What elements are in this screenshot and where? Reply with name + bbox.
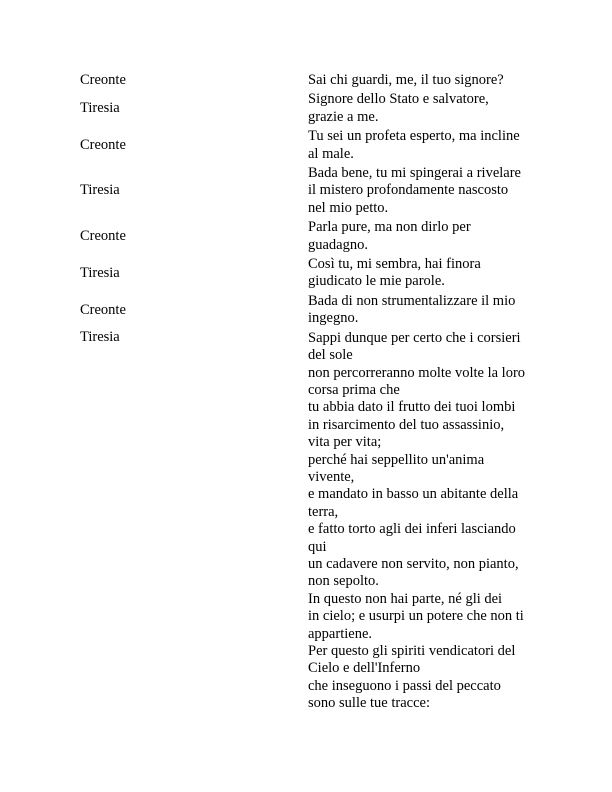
speech-line: in cielo; e usurpi un potere che non ti (308, 608, 524, 625)
speech-text (308, 127, 540, 164)
dialogue-row (80, 292, 540, 329)
speech-line: che inseguono i passi del peccato (308, 677, 501, 694)
speech-line: non percorreranno molte volte la loro (308, 364, 526, 381)
speaker-name: Tiresia (80, 182, 120, 199)
dialogue-row (80, 164, 540, 218)
speech-text (308, 329, 540, 714)
speech-line: al male. (308, 145, 354, 162)
speech-line: vivente, (308, 468, 355, 485)
dialogue-row (80, 255, 540, 292)
speech-text (308, 292, 540, 329)
speech-line: in risarcimento del tuo assassinio, (308, 416, 505, 433)
speech-line: ingegno. (308, 310, 359, 327)
speaker-name: Tiresia (80, 100, 120, 117)
speech-line: perché hai seppellito un'anima (308, 451, 485, 468)
speech-text (308, 255, 540, 292)
speech-line: non sepolto. (308, 573, 379, 590)
speaker-name: Creonte (80, 72, 126, 88)
speech-line: tu abbia dato il frutto dei tuoi lombi (308, 399, 516, 416)
dialogue-table (80, 71, 540, 714)
speech-line: il mistero profondamente nascosto (308, 182, 509, 199)
speech-line: Bada di non strumentalizzare il mio (308, 292, 516, 309)
speech-line: corsa prima che (308, 381, 400, 398)
dialogue-row (80, 71, 540, 90)
speech-text (308, 90, 540, 127)
speech-line: Sai chi guardi, me, il tuo signore? (308, 72, 504, 88)
speech-line: del sole (308, 347, 353, 364)
speaker-name: Creonte (80, 301, 126, 318)
speech-line: e fatto torto agli dei inferi lasciando (308, 521, 516, 538)
speech-line: Signore dello Stato e salvatore, (308, 91, 489, 108)
speech-line: nel mio petto. (308, 199, 389, 216)
speech-line: Così tu, mi sembra, hai finora (308, 256, 481, 273)
speech-line: e mandato in basso un abitante della (308, 486, 519, 503)
speech-line: terra, (308, 503, 339, 520)
speaker-name: Tiresia (80, 328, 120, 345)
dialogue-row (80, 127, 540, 164)
speech-text (308, 164, 540, 218)
speech-text (308, 218, 540, 255)
speaker-name: Tiresia (80, 264, 120, 281)
speech-line: un cadavere non servito, non pianto, (308, 555, 519, 572)
dialogue-row (80, 218, 540, 255)
speech-text (308, 71, 540, 90)
speech-line: giudicato le mie parole. (308, 273, 445, 290)
speech-line: vita per vita; (308, 434, 382, 451)
speaker-name: Creonte (80, 227, 126, 244)
speech-line: Per questo gli spiriti vendicatori del (308, 643, 516, 659)
speech-line: Parla pure, ma non dirlo per (308, 219, 471, 236)
speech-line: In questo non hai parte, né gli dei (308, 590, 503, 607)
speaker-name: Creonte (80, 136, 126, 153)
speech-line: Bada bene, tu mi spingerai a rivelare (308, 165, 521, 182)
speech-line: Cielo e dell'Inferno (308, 660, 421, 677)
dialogue-row (80, 329, 540, 714)
speech-line: Tu sei un profeta esperto, ma incline (308, 128, 520, 145)
dialogue-row (80, 90, 540, 127)
speech-line: guadagno. (308, 236, 368, 253)
speech-line: Sappi dunque per certo che i corsieri (308, 329, 521, 346)
speech-line: grazie a me. (308, 108, 379, 125)
speech-line: appartiene. (308, 625, 373, 642)
speech-line: qui (308, 538, 327, 555)
speech-line: sono sulle tue tracce: (308, 695, 430, 712)
